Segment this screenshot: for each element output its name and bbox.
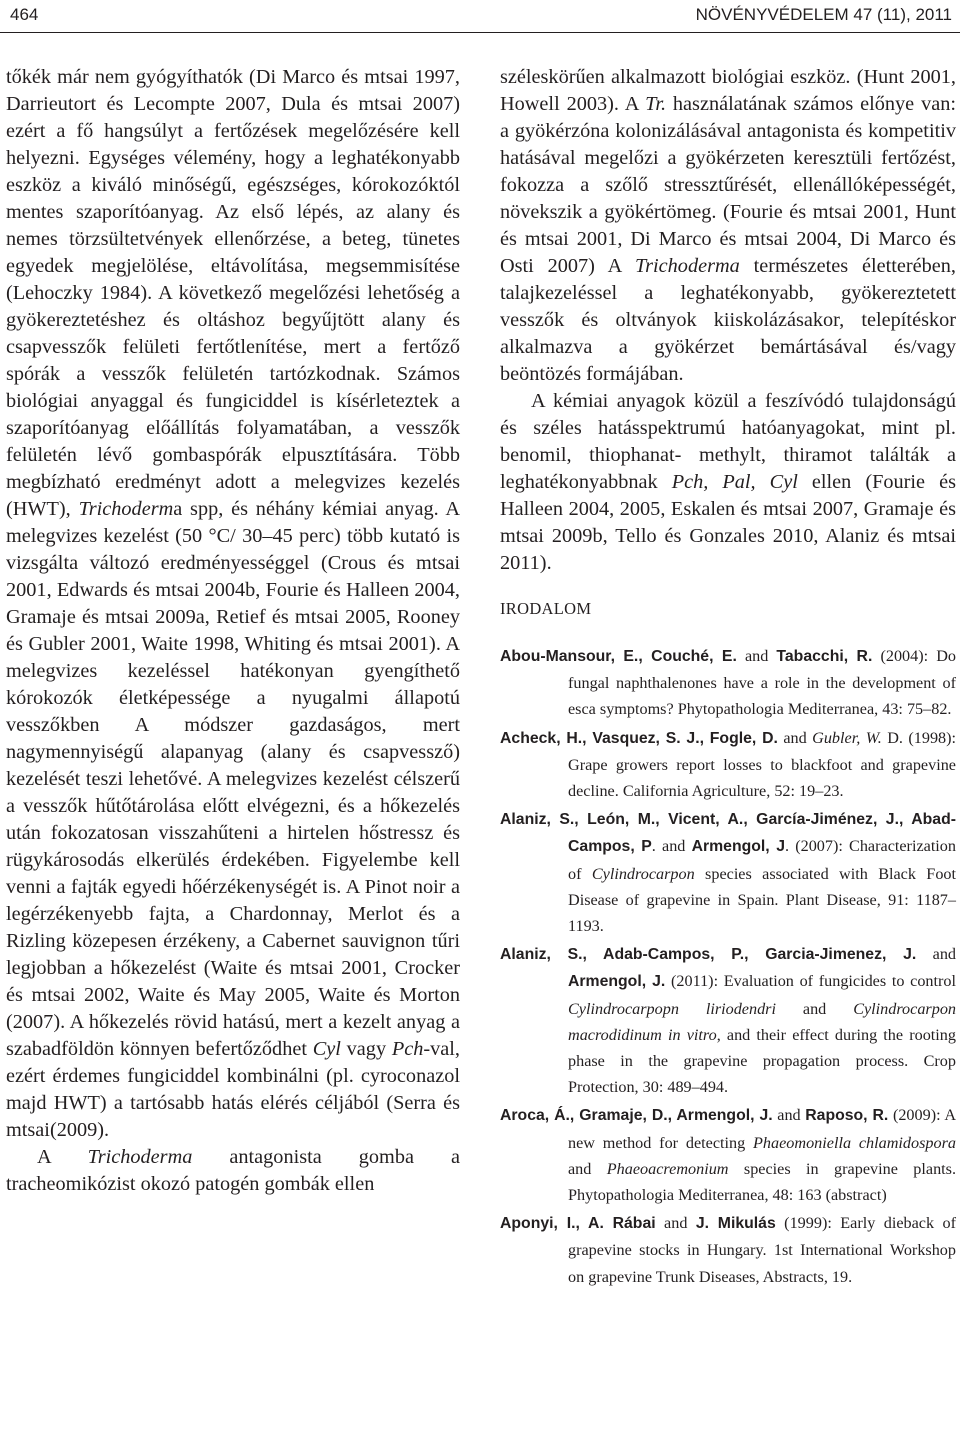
reference-entry: Acheck, H., Vasquez, S. J., Fogle, D. and Gubler, W. D. (1998): Grape growers report losses to blackfoot and grapevine decline. California Agriculture, 52: 19–23. — [500, 728, 957, 801]
reference-entry: Alaniz, S., León, M., Vicent, A., García-Jiménez, J., Abad-Campos, P. and Armengol, J. (2007): Characterization of Cylindrocarpon species associated with Black Foot Disease of grapevine in Spain. Plant Disease, 91: 1187–1193. — [500, 811, 956, 936]
journal-title: NÖVÉNYVÉDELEM 47 (11), 2011 — [695, 5, 952, 24]
section-heading: IRODALOM — [500, 599, 592, 618]
body-paragraph: széleskörűen alkalmazott biológiai eszköz. (Hunt 2001, Howell 2003). A Tr. használatának számos előnye van: a gyökérzóna kolonizálásával antagonista és kompetitiv hatásával megelőzi a gyökérzeten keresztüli fertőzést, fokozza a szőlő stressztűrését, ellenállóképességét, növekszik a gyökértömeg. (Fourie és mtsai 2001, Hunt és mtsai 2001, Di Marco és mtsai 2004, Di Marco és Osti 2007) A Trichoderma természetes életterében, talajkezeléssel a leghatékonyabb, gyökereztetett vesszők és oltványok kiiskolázásakor, telepítéskor alkalmazva a gyökérzet bemártásával és/vagy beöntözés formájában. — [500, 66, 956, 385]
body-paragraph: A kémiai anyagok közül a feszívódó tulajdonságú és széles hatásspektrumú hatóanyagokat, mint pl. benomil, thiophanat- methylt, thiramot találták a leghatékonyabbnak Pch, Pal, Cyl ellen (Fourie és Halleen 2004, 2005, Eskalen és mtsai 2007, Gramaje és mtsai 2009b, Tello és Gonzales 2010, Alaniz és mtsai 2011). — [500, 390, 956, 574]
reference-entry: Alaniz, S., Adab-Campos, P., Garcia-Jimenez, J. and Armengol, J. (2011): Evaluation of fungicides to control Cylindrocarpopn liriodendri and Cylindrocarpon macrodidinum in vitro, and their effect during the rooting phase in the grapevine propagation process. Crop Protection, 30: 489–494. — [500, 945, 957, 1097]
reference-entry: Aroca, Á., Gramaje, D., Armengol, J. and Raposo, R. (2009): A new method for detecting Phaeomoniella chlamidospora and Phaeoacremonium species in grapevine plants. Phytopathologia Mediterranea, 48: 163 (abstract) — [500, 1106, 957, 1205]
right-column — [500, 64, 956, 1292]
left-column — [6, 64, 460, 1198]
body-paragraph: tőkék már nem gyógyíthatók (Di Marco és mtsai 1997, Darrieutort és Lecompte 2007, Dula és mtsai 2007) ezért a fő hangsúlyt a fertőzések megelőzésére kell helyezni. Egységes vélemény, hogy a leghatékonyabb eszköz a kiváló minőségű, egészséges, kórokozóktól mentes szaporítóanyag. Az első lépés, az alany és nemes törzsültetvények ellenőrzése, a beteg, tünetes egyedek megjelölése, eltávolítása, megsemmisítése (Lehoczky 1984). A következő megelőzési lehetőség a gyökereztetéshez és oltáshoz begyűjtött alany és csapvesszők felületi fertőtlenítése, mert a fertőző spórák a vesszők felületén tartózkodnak. Számos biológiai anyaggal és fungiciddel is kísérleteztek a szaporítóanyag előállítás folyamatában, a vesszők felületén lévő gombaspórák elpusztítására. Több megbízható eredményt adott a melegvizes kezelés (HWT), Trichoderma spp, és néhány kémiai anyag. A melegvizes kezelést (50 °C/ 30–45 perc) több kutató is vizsgálta változó eredményességgel (Crous és mtsai 2001, Edwards és mtsai 2004b, Fourie és Halleen 2004, Gramaje és mtsai 2009a, Retief és mtsai 2005, Rooney és Gubler 2001, Waite 1998, Whiting és mtsai 2001). A melegvizes kezeléssel hatékonyan gyengíthető kórokozók életképessége a nyugalmi állapotú vesszőkben A módszer gazdaságos, mert nagymennyiségű alapanyag (alany és csapvessző) kezelését teszi lehetővé. A melegvizes kezelést célszerű a vesszők hűtőtárolása előtt elvégezni, és a hőkezelés után fokozatosan visszahűteni a hirtelen hőstressz és rügykárosodás elkerülés érdekében. Figyelembe kell venni a fajták egyedi hőérzékenységét is. A Pinot noir a legérzékenyebb fajta, a Chardonnay, Merlot és a Rizling közepesen érzékeny, a Cabernet sauvignon tűri legjobban a hőkezelést (Waite és mtsai 2001, Crocker és mtsai 2002, Waite és May 2005, Waite és Morton (2007). A hőkezelés rövid hatású, mert a kezelt anyag a szabadföldön könnyen befertőződhet Cyl vagy Pch-val, ezért érdemes fungiciddel kombinálni (pl. cyroconazol majd HWT) a tartósabb hatás elérés céljából (Serra és mtsai(2009). — [6, 66, 461, 1141]
page-number: 464 — [10, 5, 39, 24]
body-paragraph: A Trichoderma antagonista gomba a tracheomikózist okozó patogén gombák ellen — [6, 1146, 460, 1195]
reference-entry: Abou-Mansour, E., Couché, E. and Tabacchi, R. (2004): Do fungal naphthalenones have a role in the development of esca symptoms? Phytopathologia Mediterranea, 43: 75–82. — [500, 647, 956, 719]
running-header — [0, 0, 960, 33]
reference-entry: Aponyi, I., A. Rábai and J. Mikulás (1999): Early dieback of grapevine stocks in Hungary. 1st International Workshop on grapevine Trunk Diseases, Abstracts, 19. — [500, 1214, 956, 1286]
